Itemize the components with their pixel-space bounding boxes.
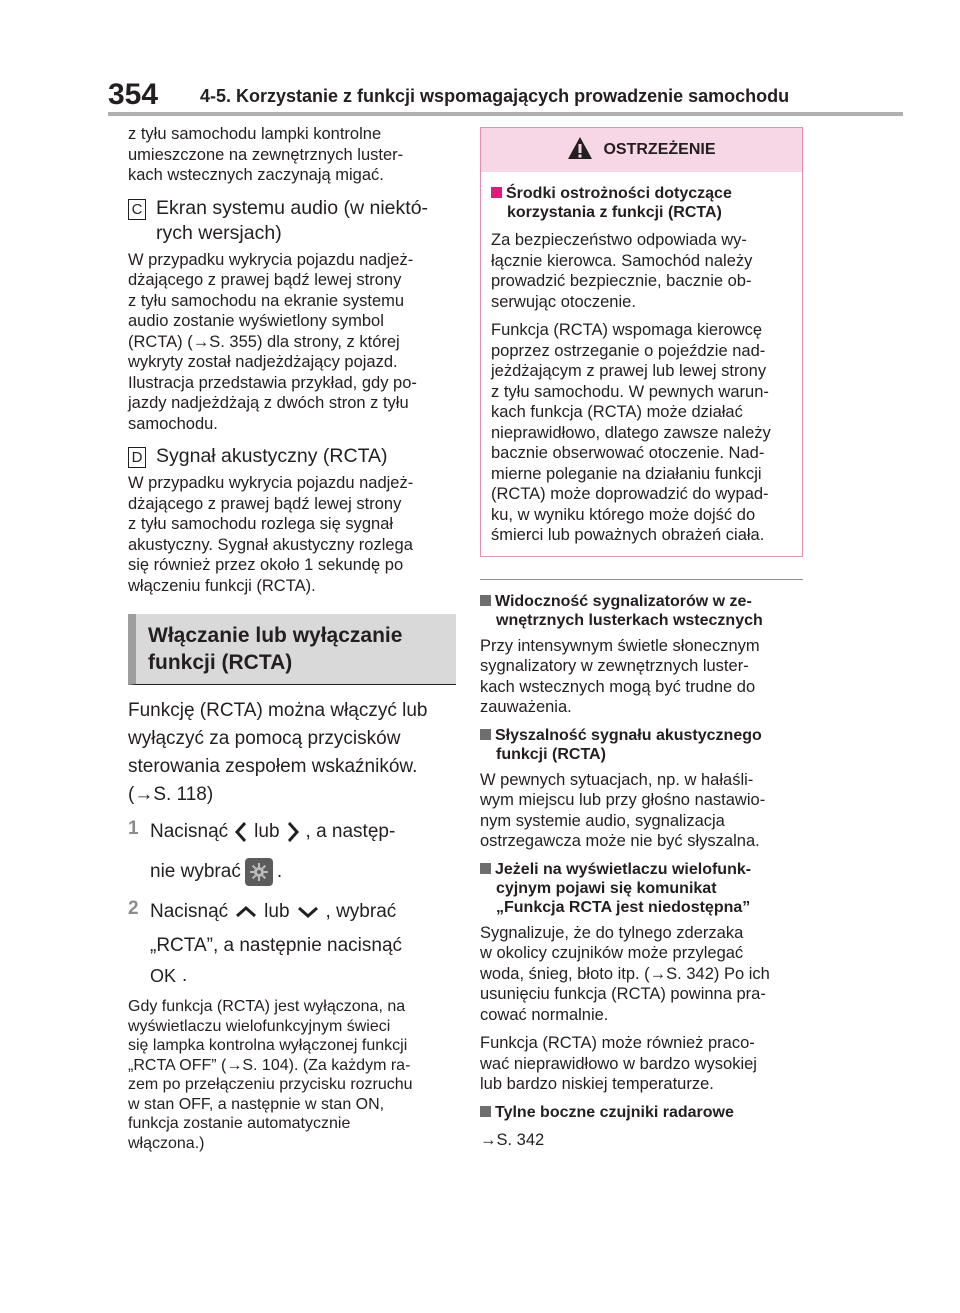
text-line: (→S. 118) — [128, 784, 214, 805]
section-heading-box — [128, 614, 456, 685]
text-line: Włączanie lub wyłączanie — [148, 624, 403, 647]
warning-paragraph-1 — [491, 230, 792, 312]
text-line: Funkcję (RCTA) można włączyć lub — [128, 700, 428, 721]
step-text: , wybrać — [325, 901, 397, 922]
text-line: wać nieprawidłowo w bardzo wysokiej — [480, 1054, 757, 1073]
text-line: serwując otoczenie. — [491, 292, 636, 311]
text-line: wyłączyć za pomocą przycisków — [128, 728, 401, 749]
text-line: dżającego z prawej bądź lewej strony — [128, 494, 402, 513]
text-line[interactable]: →S. 342 — [480, 1130, 545, 1149]
gray-square-bullet — [480, 863, 491, 874]
text-line: wym miejscu lub przy głośno nastawio- — [480, 791, 766, 809]
text-line: funkcji (RCTA) — [496, 745, 606, 763]
text-line: Sygnał akustyczny (RCTA) — [156, 445, 388, 467]
warning-paragraph-2 — [491, 320, 792, 546]
text-line: się lampka kontrolna wyłączonej funkcji — [128, 1037, 408, 1054]
warning-header — [481, 128, 802, 172]
text-line: korzystania z funkcji (RCTA) — [507, 204, 722, 221]
text-line: Widoczność sygnalizatorów w ze- — [495, 592, 752, 610]
text-line: samochodu. — [128, 414, 218, 433]
item-d-title — [156, 444, 388, 469]
text-line: w okolicy czujników może przylegać — [480, 944, 744, 962]
note-body — [480, 636, 803, 718]
note-heading-audibility — [480, 726, 803, 764]
text-line: z tyłu samochodu. W pewnych warun- — [491, 382, 769, 401]
page-reference-link[interactable] — [480, 1130, 803, 1151]
text-line: łącznie kierowca. Samochód należy — [491, 251, 753, 270]
text-line: śmierci lub poważnych obrażeń ciała. — [491, 526, 765, 544]
step-text: lub — [264, 901, 290, 922]
text-line: cyjnym pojawi się komunikat — [496, 879, 717, 897]
step-1 — [128, 815, 456, 889]
right-column — [480, 127, 803, 1150]
note-heading-unavailable — [480, 860, 803, 917]
right-chevron-icon — [286, 820, 300, 844]
text-line: wnętrznych lusterkach wstecznych — [496, 611, 763, 629]
item-letter-d: D — [128, 447, 146, 468]
text-line: bacznie obserwować otoczenie. Nad- — [491, 444, 765, 462]
text-line: jeżdżającym z prawej lub lewej strony — [491, 362, 767, 380]
note-heading-visibility — [480, 592, 803, 630]
text-line: Funkcja (RCTA) wspomaga kierowcę — [491, 321, 763, 339]
item-d-heading — [128, 444, 456, 469]
text-line: „Funkcja RCTA jest niedostępna” — [496, 898, 751, 916]
text-line: zem po przełączeniu przycisku rozruchu — [128, 1076, 413, 1093]
gray-square-bullet — [480, 595, 491, 606]
text-line: Sygnalizuje, że do tylnego zderzaka — [480, 923, 744, 942]
text-line: włączona.) — [128, 1134, 205, 1152]
text-line: W przypadku wykrycia pojazdu nadjeż- — [128, 474, 414, 492]
warning-box — [480, 127, 803, 557]
text-line: się również przez około 1 sekundę po — [128, 556, 404, 574]
chapter-title: 4-5. Korzystanie z funkcji wspomagających prowadzenie samochodu — [200, 86, 790, 106]
text-line: cować normalnie. — [480, 1005, 609, 1024]
section-title — [148, 622, 446, 676]
text-line: ostrzegawcza może nie być słyszalna. — [480, 832, 760, 850]
text-line: kach wstecznych zaczynają migać. — [128, 166, 384, 184]
text-line: w stan OFF, a następnie w stan ON, — [128, 1095, 385, 1113]
text-line: W pewnych sytuacjach, np. w hałaśli- — [480, 770, 754, 789]
item-c-heading — [128, 196, 456, 246]
text-line: Środki ostrożności dotyczące — [506, 185, 732, 202]
text-line: (RCTA) (→S. 355) dla strony, z której — [128, 332, 400, 351]
text-line: (RCTA) może doprowadzić do wypad- — [491, 485, 769, 503]
step-text: Nacisnąć — [150, 821, 229, 842]
note-body — [480, 1033, 803, 1095]
page-number: 354 — [108, 78, 159, 111]
step-text: Nacisnąć — [150, 901, 229, 922]
text-line: z tyłu samochodu rozlega się sygnał — [128, 515, 394, 533]
item-c-body — [128, 250, 456, 435]
ok-button-symbol: OK — [150, 966, 177, 986]
text-line: z tyłu samochodu na ekranie systemu — [128, 291, 405, 310]
note-paragraph — [128, 997, 456, 1153]
text-line: Za bezpieczeństwo odpowiada wy- — [491, 231, 747, 249]
item-letter-c: C — [128, 199, 146, 220]
warning-title: OSTRZEŻENIE — [603, 141, 716, 158]
text-line: sygnalizatory w zewnętrznych luster- — [480, 657, 749, 675]
step-text: . — [182, 965, 188, 986]
text-line: wykryty został nadjeżdżający pojazd. — [128, 353, 398, 371]
step-number: 1 — [128, 818, 139, 839]
note-body — [480, 770, 803, 852]
text-line: woda, śnieg, błoto itp. (→S. 342) Po ich — [480, 964, 770, 983]
text-line: Gdy funkcja (RCTA) jest wyłączona, na — [128, 998, 406, 1015]
note-body — [480, 923, 803, 1026]
step-text: „RCTA”, a następnie nacisnąć — [150, 935, 403, 956]
step-text: . — [276, 861, 283, 882]
gray-square-bullet — [480, 1106, 491, 1117]
text-line: umieszczone na zewnętrznych luster- — [128, 145, 404, 164]
text-line: Funkcja (RCTA) może również praco- — [480, 1034, 755, 1052]
text-line: „RCTA OFF” (→S. 104). (Za każdym ra- — [128, 1056, 411, 1074]
text-line: włączeniu funkcji (RCTA). — [128, 576, 316, 595]
text-line: kach wstecznych mogą być trudne do — [480, 677, 756, 696]
magenta-square-bullet — [491, 187, 502, 198]
note-heading-radar-sensors — [480, 1103, 803, 1122]
step-text: nie wybrać — [150, 861, 241, 882]
text-line: wyświetlaczu wielofunkcyjnym świeci — [128, 1017, 391, 1035]
header-rule — [108, 112, 903, 116]
step-2 — [128, 895, 456, 989]
text-line: akustyczny. Sygnał akustyczny rozlega — [128, 535, 413, 554]
left-column — [128, 124, 456, 1169]
text-line: jazdy nadjeżdżają z dwóch stron z tyłu — [128, 394, 409, 412]
text-line: sterowania zespołem wskaźników. — [128, 756, 418, 777]
text-line: prowadzić bezpiecznie, bacznie ob- — [491, 272, 752, 290]
text-line: W przypadku wykrycia pojazdu nadjeż- — [128, 250, 414, 269]
item-c-title — [156, 196, 428, 246]
text-line: Ekran systemu audio (w niektó- — [156, 196, 429, 219]
text-line: Jeżeli na wyświetlaczu wielofunk- — [495, 860, 752, 878]
item-d-body — [128, 473, 456, 596]
text-line: Słyszalność sygnału akustycznego — [495, 726, 762, 744]
section-intro — [128, 697, 456, 809]
text-line: nieprawidłowo, dlatego zawsze należy — [491, 423, 771, 442]
text-line: rych wersjach) — [156, 221, 282, 244]
text-line: poprzez ostrzeganie o pojeździe nad- — [491, 341, 766, 360]
warning-subtitle — [491, 184, 792, 222]
text-line: Przy intensywnym świetle słonecznym — [480, 636, 760, 655]
text-line: funkcja zostanie automatycznie — [128, 1115, 351, 1132]
down-chevron-icon — [296, 905, 320, 919]
left-chevron-icon — [234, 820, 248, 844]
step-number: 2 — [128, 898, 139, 919]
up-chevron-icon — [234, 905, 258, 919]
text-line: kach funkcja (RCTA) może działać — [491, 403, 743, 421]
text-line: ku, w wyniku którego może dojść do — [491, 505, 756, 524]
text-line: dżającego z prawej bądź lewej strony — [128, 271, 402, 289]
step-text: , a następ- — [305, 821, 396, 842]
settings-gear-icon — [245, 858, 273, 886]
text-line: zauważenia. — [480, 698, 572, 716]
warning-triangle-icon — [567, 136, 593, 165]
text-line: mierne poleganie na działaniu funkcji — [491, 464, 762, 483]
intro-paragraph — [128, 124, 456, 186]
step-text: lub — [254, 821, 280, 842]
text-line: Ilustracja przedstawia przykład, gdy po- — [128, 373, 417, 392]
text-line: usunięciu funkcja (RCTA) powinna pra- — [480, 985, 766, 1003]
text-line: nym systemie audio, sygnalizacja — [480, 811, 725, 830]
text-line: audio zostanie wyświetlony symbol — [128, 312, 384, 330]
divider-rule — [480, 579, 803, 580]
text-line: lub bardzo niskiej temperaturze. — [480, 1075, 714, 1093]
gray-square-bullet — [480, 729, 491, 740]
text-line: funkcji (RCTA) — [148, 651, 293, 674]
text-line: z tyłu samochodu lampki kontrolne — [128, 125, 382, 143]
text-line: Tylne boczne czujniki radarowe — [495, 1103, 734, 1121]
